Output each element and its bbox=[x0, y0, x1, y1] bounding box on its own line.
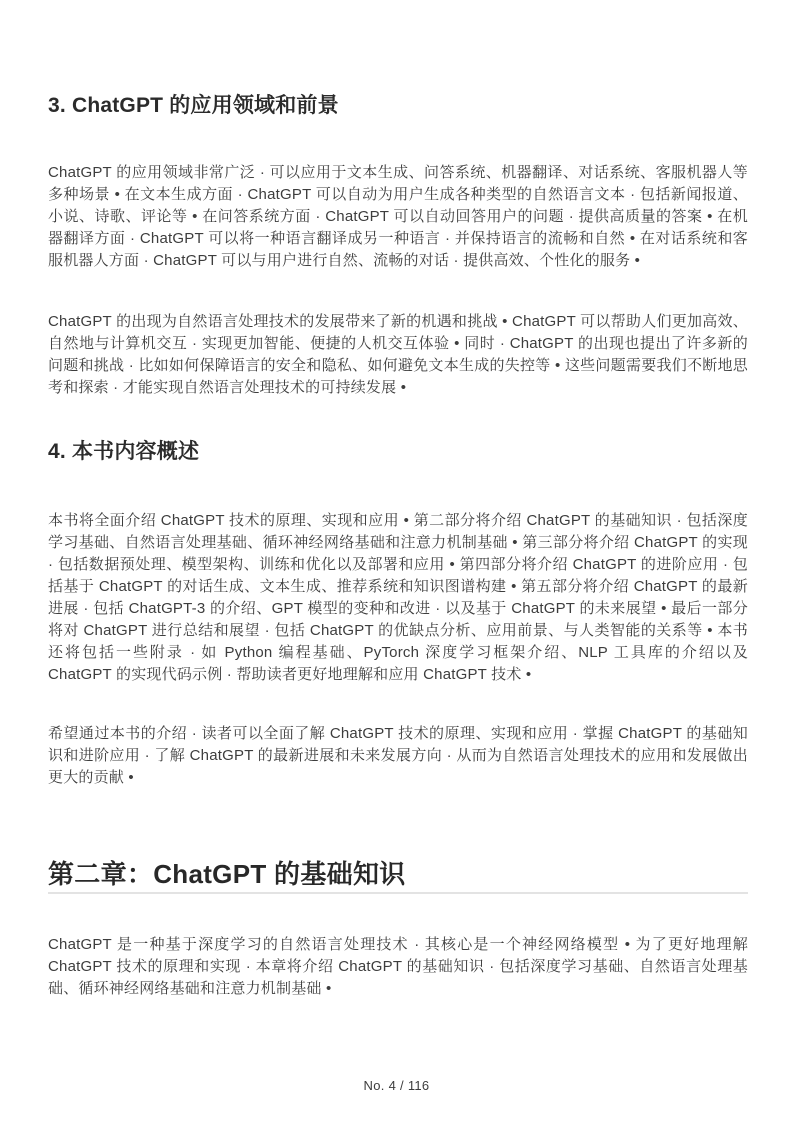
paragraph-chapter-intro: ChatGPT 是一种基于深度学习的自然语言处理技术 · 其核心是一个神经网络模型 • 为了更好地理解 ChatGPT 技术的原理和实现 · 本章将介绍 ChatGPT 的基础知识 · 包括深度学习基础、自然语言处理基础、循环神经网络基础和注意力机制基础 • bbox=[48, 936, 748, 997]
paragraph-book-hope: 希望通过本书的介绍 · 读者可以全面了解 ChatGPT 技术的原理、实现和应用 · 掌握 ChatGPT 的基础知识和进阶应用 · 了解 ChatGPT 的最新进展和未来发展方向 · 从而为自然语言处理技术的应用和发展做出更大的贡献 • bbox=[48, 725, 748, 786]
page-content bbox=[48, 0, 748, 1000]
chapter-heading-basics: 第二章：ChatGPT 的基础知识 bbox=[48, 859, 748, 894]
section-heading-applications: 3. ChatGPT 的应用领域和前景 bbox=[48, 94, 339, 117]
paragraph-opportunities-challenges: ChatGPT 的出现为自然语言处理技术的发展带来了新的机遇和挑战 • ChatGPT 可以帮助人们更加高效、自然地与计算机交互 · 实现更加智能、便捷的人机交互体验 • 同时 · ChatGPT 的出现也提出了许多新的问题和挑战 · 比如如何保障语言的安全和隐私、如何避免文本生成的失控等 • 这些问题需要我们不断地思考和探索 · 才能实现自然语言处理技术的可持续发展 • bbox=[48, 313, 748, 396]
paragraph-application-areas: ChatGPT 的应用领域非常广泛 · 可以应用于文本生成、问答系统、机器翻译、对话系统、客服机器人等多种场景 • 在文本生成方面 · ChatGPT 可以自动为用户生成各种类型的自然语言文本 · 包括新闻报道、小说、诗歌、评论等 • 在问答系统方面 · ChatGPT 可以自动回答用户的问题 · 提供高质量的答案 • 在机器翻译方面 · ChatGPT 可以将一种语言翻译成另一种语言 · 并保持语言的流畅和自然 • 在对话系统和客服机器人方面 · ChatGPT 可以与用户进行自然、流畅的对话 · 提供高效、个性化的服务 • bbox=[48, 164, 748, 269]
paragraph-book-structure: 本书将全面介绍 ChatGPT 技术的原理、实现和应用 • 第二部分将介绍 ChatGPT 的基础知识 · 包括深度学习基础、自然语言处理基础、循环神经网络基础和注意力机制基础 • 第三部分将介绍 ChatGPT 的实现 · 包括数据预处理、模型架构、训练和优化以及部署和应用 • 第四部分将介绍 ChatGPT 的进阶应用 · 包括基于 ChatGPT 的对话生成、文本生成、推荐系统和知识图谱构建 • 第五部分将介绍 ChatGPT 的最新进展 · 包括 ChatGPT-3 的介绍、GPT 模型的变种和改进 · 以及基于 ChatGPT 的未来展望 • 最后一部分将对 ChatGPT 进行总结和展望 · 包括 ChatGPT 的优缺点分析、应用前景、与人类智能的关系等 • 本书还将包括一些附录 · 如 Python 编程基础、PyTorch 深度学习框架介绍、NLP 工具库的介绍以及 ChatGPT 的实现代码示例 · 帮助读者更好地理解和应用 ChatGPT 技术 • bbox=[48, 512, 748, 683]
section-heading-book-overview: 4. 本书内容概述 bbox=[48, 440, 200, 463]
page-number: No. 4 / 116 bbox=[363, 1078, 430, 1093]
